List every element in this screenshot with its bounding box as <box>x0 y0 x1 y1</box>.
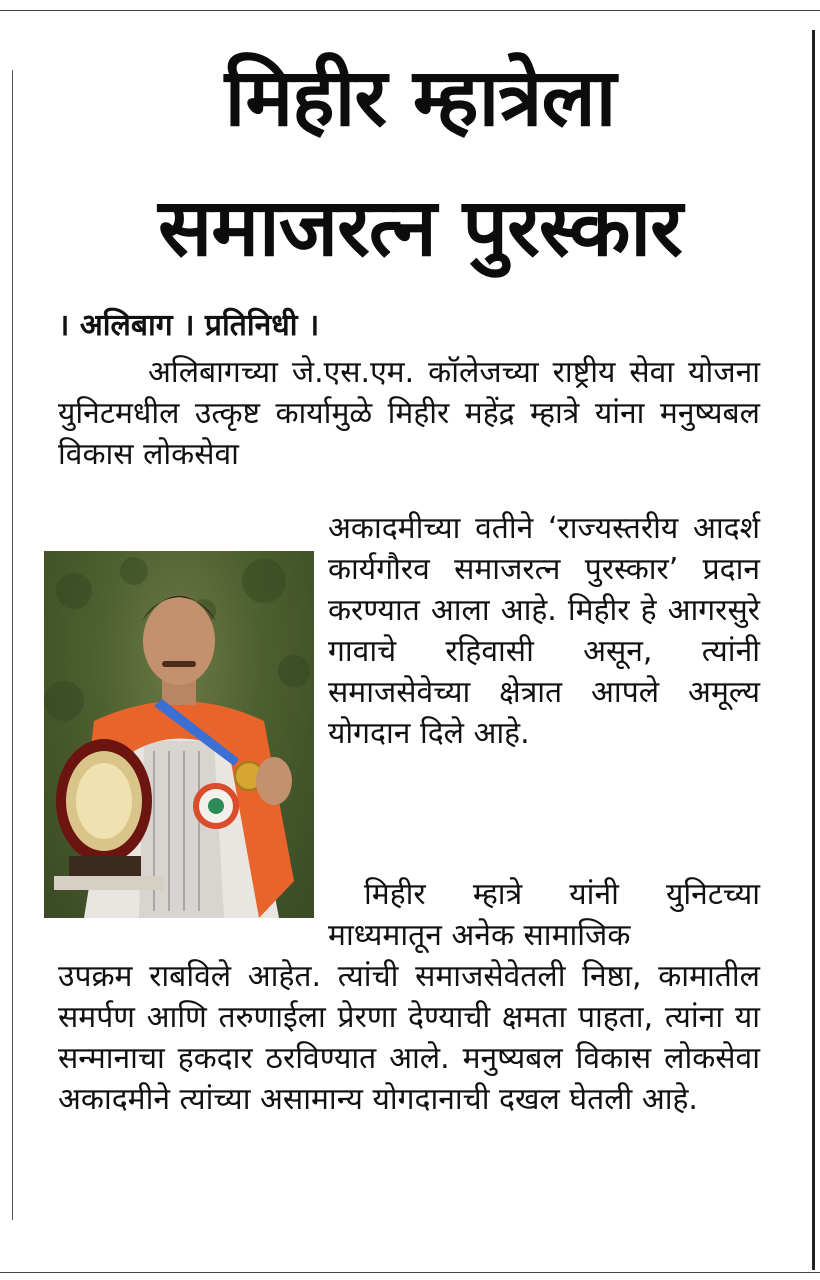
right-column-rule <box>812 30 815 1270</box>
top-border-rule <box>0 10 820 11</box>
left-column-rule <box>12 70 13 1220</box>
paragraph-2-side: मिहीर म्हात्रे यांनी युनिटच्या माध्यमातून अनेक सामाजिक <box>328 877 760 953</box>
bottom-border-rule <box>0 1272 820 1273</box>
dateline: । अलिबाग । प्रतिनिधी । <box>58 308 320 343</box>
headline-line-1: मिहीर म्हात्रेला <box>224 51 616 144</box>
paragraph-1-top: अलिबागच्या जे.एस.एम. कॉलेजच्या राष्ट्रीय सेवा योजना युनिटमधील उत्कृष्ट कार्यामुळे मिहीर महेंद्र म्हात्रे यांना मनुष्यबल विकास लोकसेवा <box>58 355 760 472</box>
paragraph-2-full: उपक्रम राबविले आहेत. त्यांची समाजसेवेतली निष्ठा, कामातील समर्पण आणि तरुणाईला प्रेरणा देण्याची क्षमता पाहता, त्यांना या सन्मानाचा हकदार ठरविण्यात आले. मनुष्यबल विकास लोकसेवा अकादमीने त्यांच्या असामान्य योगदानाची दखल घेतली आहे. <box>58 959 760 1117</box>
paragraph-1-side: अकादमीच्या वतीने ‘राज्यस्तरीय आदर्श कार्यगौरव समाजरत्न पुरस्कार’ प्रदान करण्यात आला आहे. मिहीर हे आगरसुरे गावाचे रहिवासी असून, त्यांनी समाजसेवेच्या क्षेत्रात आपले अमूल्य योगदान दिले आहे. <box>328 511 760 751</box>
award-recipient-photo <box>44 551 314 918</box>
headline-line-2: समाजरत्न पुरस्कार <box>158 181 682 274</box>
